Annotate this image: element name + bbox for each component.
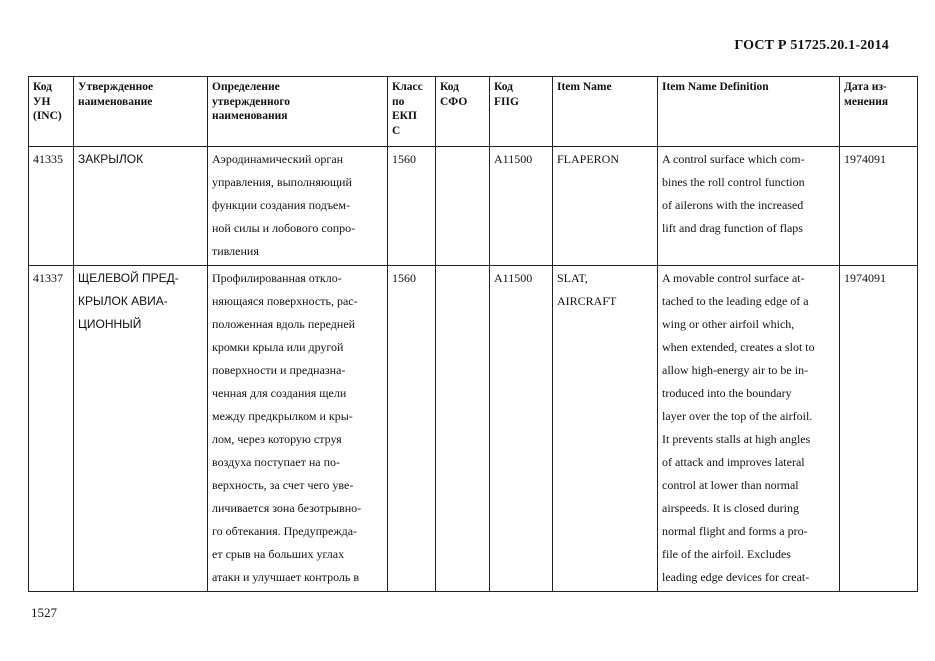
cell-line: tached to the leading edge of a <box>662 294 809 308</box>
cell-approved-name <box>74 266 208 592</box>
cell-line: layer over the top of the airfoil. <box>662 409 813 423</box>
cell-line: атаки и улучшает контроль в <box>212 570 360 584</box>
header-line: Код <box>33 81 53 93</box>
cell-sfo <box>436 147 490 266</box>
header-line: С <box>392 124 401 137</box>
cell-line: воздуха поступает на по- <box>212 455 340 469</box>
cell-item-definition <box>658 266 840 592</box>
cell-line: ет срыв на больших углах <box>212 547 345 561</box>
cell-line: when extended, creates a slot to <box>662 340 815 354</box>
cell-line: leading edge devices for creat- <box>662 570 810 584</box>
cell-line: AIRCRAFT <box>557 294 617 308</box>
cell-line: Профилированная откло- <box>212 271 342 285</box>
header-line: Код <box>440 81 460 93</box>
cell-inc: 41335 <box>29 147 74 266</box>
cell-line: няющаяся поверхность, рас- <box>212 294 358 308</box>
header-line: менения <box>844 95 889 108</box>
cell-line: Аэродинамический орган <box>212 152 344 166</box>
cell-line: SLAT, <box>557 271 588 285</box>
header-line: Дата из- <box>844 81 887 93</box>
cell-line: лом, через которую струя <box>212 432 342 446</box>
cell-definition <box>208 266 388 592</box>
header-line: утвержденного <box>212 95 291 108</box>
header-line: Item Name Definition <box>662 81 769 93</box>
cell-line: normal flight and forms a pro- <box>662 524 808 538</box>
cell-item-name <box>553 266 658 592</box>
cell-line: FLAPERON <box>557 152 620 166</box>
cell-fiig: A11500 <box>490 147 553 266</box>
header-line: Утвержденное <box>78 81 154 93</box>
cell-line: bines the roll control function <box>662 175 805 189</box>
cell-line: поверхности и предназна- <box>212 363 346 377</box>
cell-line: тивления <box>212 244 259 258</box>
cell-line: кромки крыла или другой <box>212 340 344 354</box>
cell-class: 1560 <box>388 266 436 592</box>
header-line: Item Name <box>557 81 612 93</box>
cell-line: A control surface which com- <box>662 152 805 166</box>
cell-line: wing or other airfoil which, <box>662 317 795 331</box>
table-row <box>29 266 918 592</box>
cell-line: It prevents stalls at high angles <box>662 432 811 446</box>
cell-line: управления, выполняющий <box>212 175 352 189</box>
cell-change-date: 1974091 <box>840 147 918 266</box>
header-line: наименования <box>212 110 288 122</box>
cell-sfo <box>436 266 490 592</box>
col-header-item-name <box>553 77 658 147</box>
col-header-item-definition <box>658 77 840 147</box>
cell-change-date: 1974091 <box>840 266 918 592</box>
cell-line: КРЫЛОК АВИА- <box>78 294 168 308</box>
col-header-change-date <box>840 77 918 147</box>
header-line: наименование <box>78 95 153 108</box>
col-header-approved-name <box>74 77 208 147</box>
cell-line: положенная вдоль передней <box>212 317 356 331</box>
header-line: (INC) <box>33 110 62 122</box>
col-header-fiig <box>490 77 553 147</box>
catalog-table <box>28 76 918 592</box>
table-row <box>29 147 918 266</box>
cell-line: allow high-energy air to be in- <box>662 363 809 377</box>
header-line: Код <box>494 81 514 93</box>
cell-line: control at lower than normal <box>662 478 799 492</box>
cell-inc: 41337 <box>29 266 74 592</box>
cell-line: troduced into the boundary <box>662 386 792 400</box>
header-line: FIIG <box>494 95 519 108</box>
cell-approved-name <box>74 147 208 266</box>
cell-line: file of the airfoil. Excludes <box>662 547 791 561</box>
cell-line: верхность, за счет чего уве- <box>212 478 354 492</box>
cell-line: lift and drag function of flaps <box>662 221 803 235</box>
document-standard-code: ГОСТ Р 51725.20.1-2014 <box>734 38 889 53</box>
cell-line: A movable control surface at- <box>662 271 805 285</box>
cell-line: ной силы и лобового сопро- <box>212 221 356 235</box>
cell-line: ченная для создания щели <box>212 386 347 400</box>
cell-definition <box>208 147 388 266</box>
page-number: 1527 <box>31 605 57 620</box>
cell-fiig: A11500 <box>490 266 553 592</box>
col-header-class <box>388 77 436 147</box>
col-header-definition <box>208 77 388 147</box>
cell-line: го обтекания. Предупрежда- <box>212 524 358 538</box>
header-line: Класс <box>392 81 423 93</box>
cell-line: of ailerons with the increased <box>662 198 804 212</box>
header-line: СФО <box>440 95 468 108</box>
cell-item-definition <box>658 147 840 266</box>
cell-line: личивается зона безотрывно- <box>212 501 362 515</box>
cell-line: между предкрылком и кры- <box>212 409 353 423</box>
cell-line: ЦИОННЫЙ <box>78 317 142 331</box>
table-header-row <box>29 77 918 147</box>
col-header-inc <box>29 77 74 147</box>
cell-line: ЗАКРЫЛОК <box>78 152 144 166</box>
header-line: УН <box>33 95 51 108</box>
header-line: ЕКП <box>392 110 417 122</box>
cell-item-name <box>553 147 658 266</box>
cell-class: 1560 <box>388 147 436 266</box>
cell-line: ЩЕЛЕВОЙ ПРЕД- <box>78 271 179 285</box>
header-line: Определение <box>212 81 280 93</box>
col-header-sfo <box>436 77 490 147</box>
header-line: по <box>392 95 405 108</box>
cell-line: of attack and improves lateral <box>662 455 805 469</box>
cell-line: airspeeds. It is closed during <box>662 501 799 515</box>
cell-line: функции создания подъем- <box>212 198 350 212</box>
